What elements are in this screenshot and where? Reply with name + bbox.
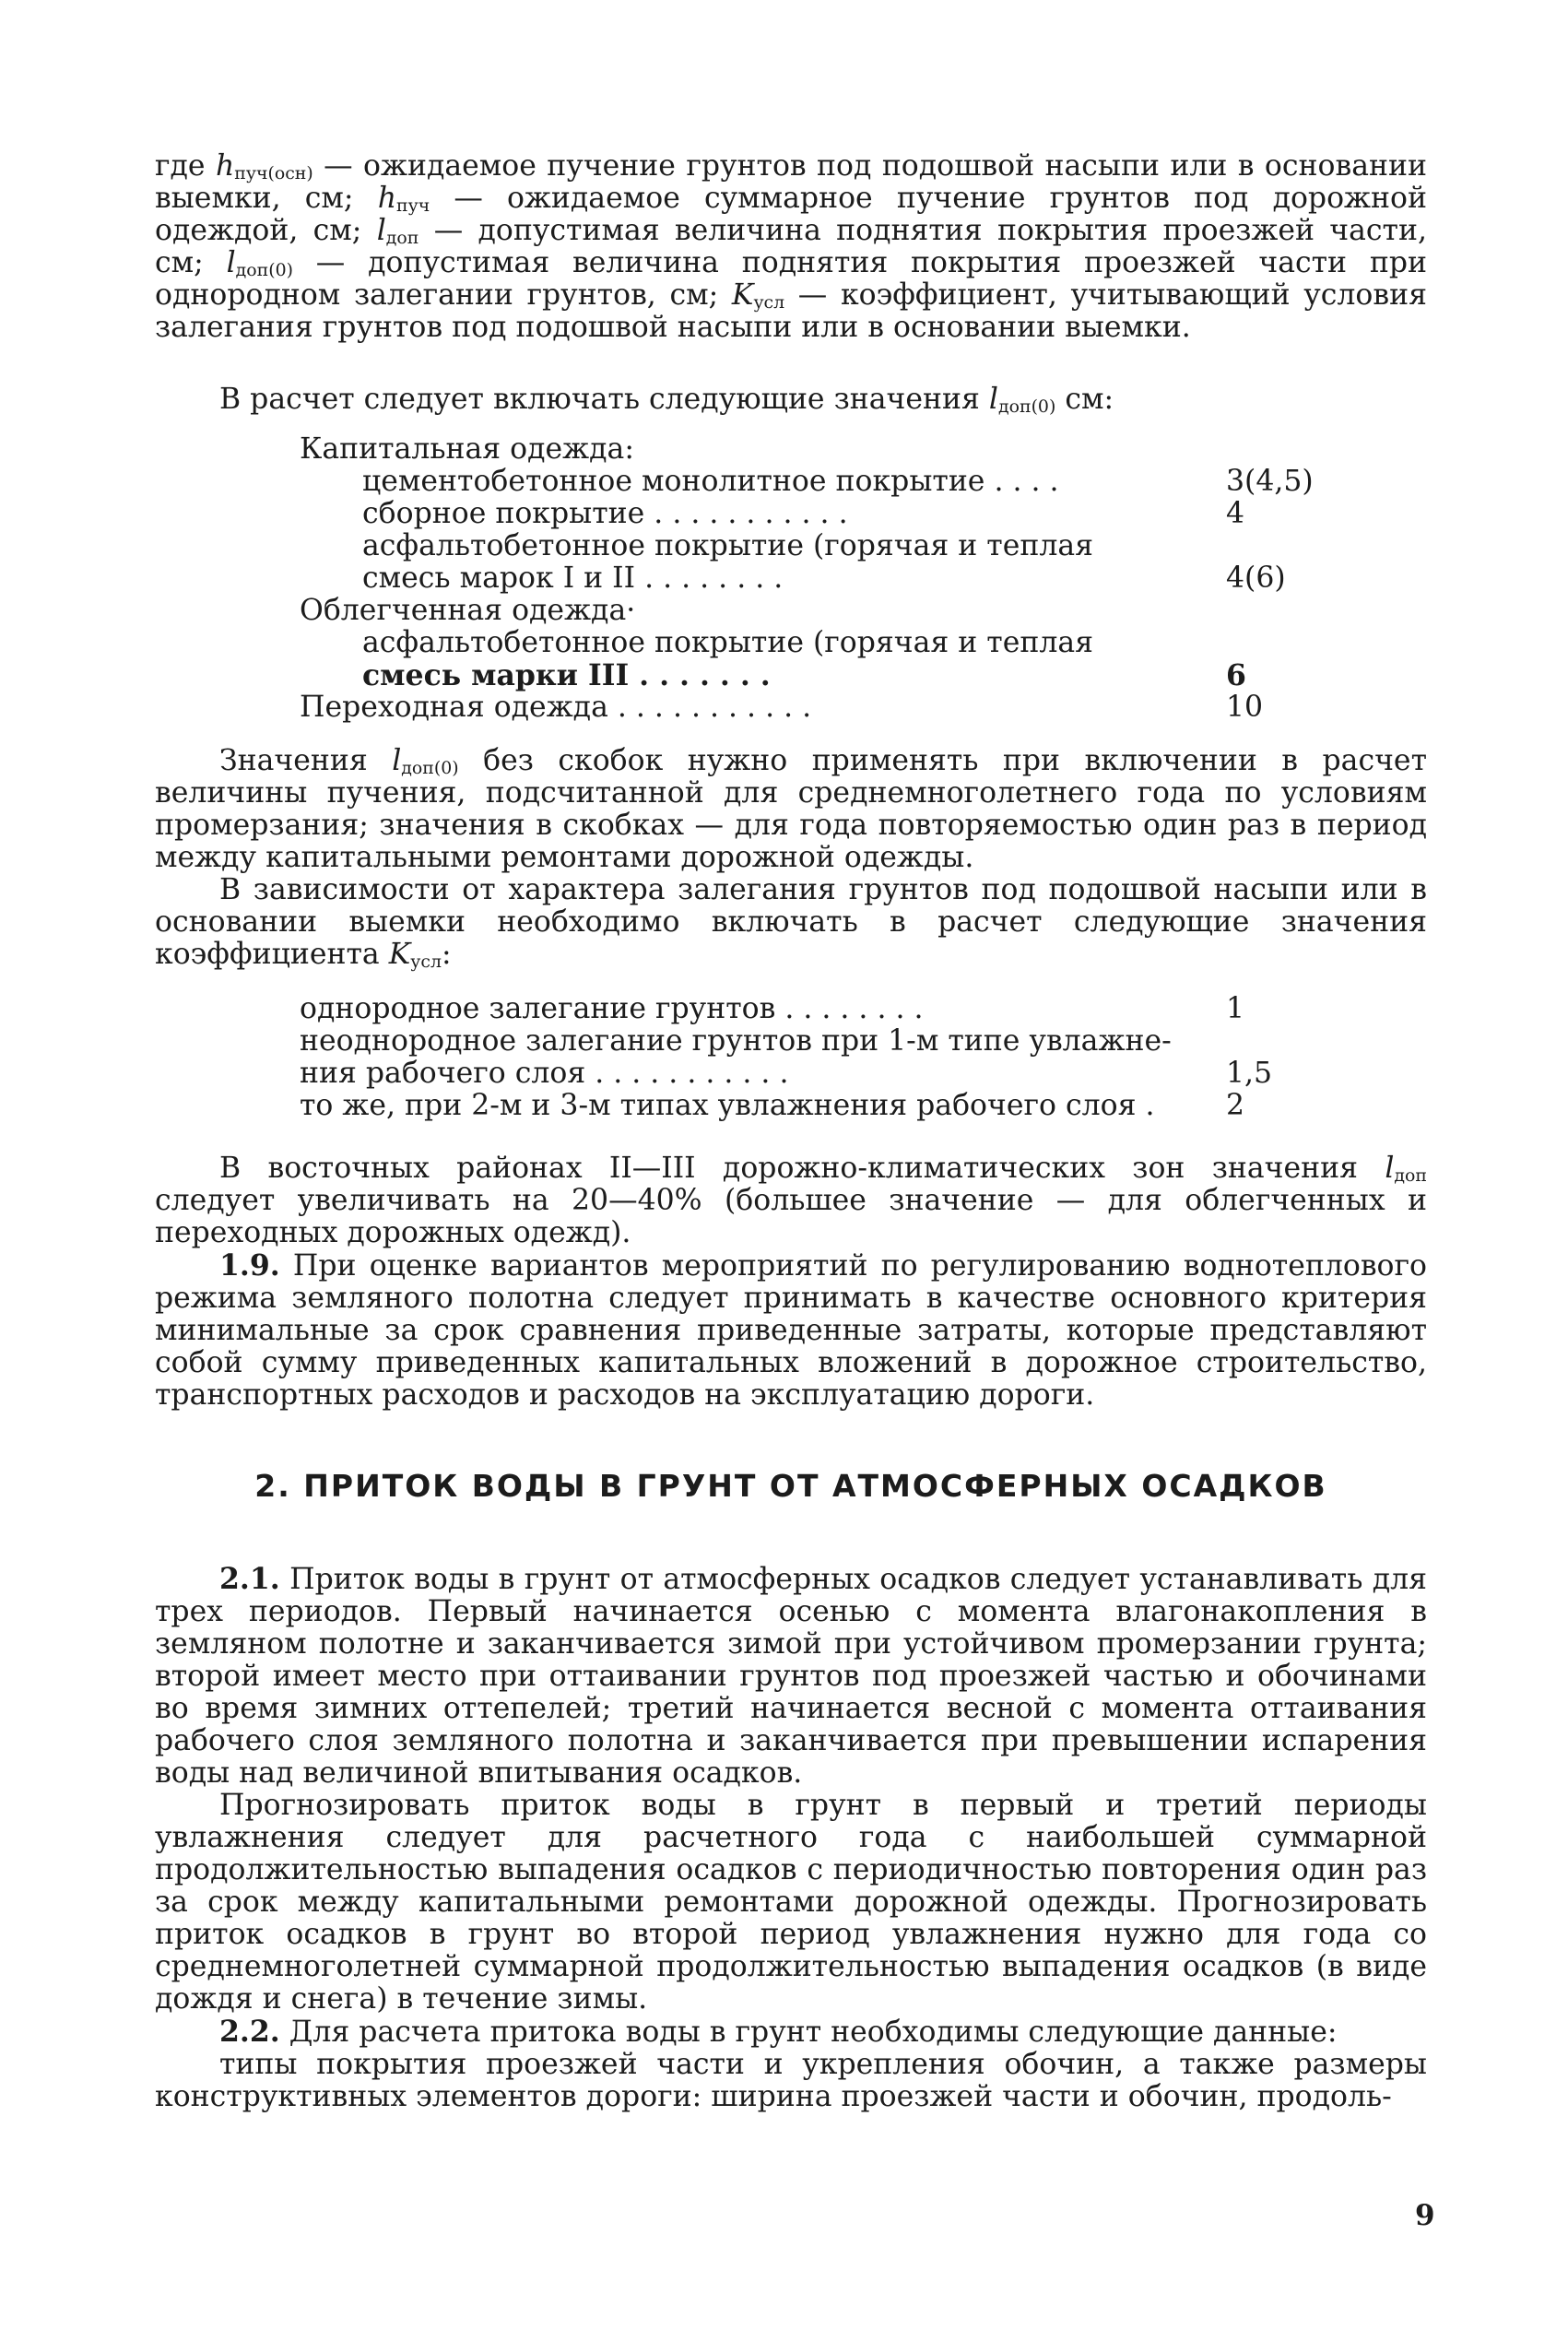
table-row-value: 1,5 xyxy=(1226,1057,1273,1090)
dependence-paragraph: В зависимости от характера залегания грунтов под подошвой насыпи или в основании выемки необходимо включать в расчет следующие значения коэффициента $K_{усл}$: xyxy=(155,873,1427,972)
page-number: 9 xyxy=(1415,2199,1435,2232)
table-row-label: асфальтобетонное покрытие (горячая и теплая xyxy=(362,529,1093,562)
table-row-label: сборное покрытие . . . . . . . . . . . xyxy=(362,497,848,530)
types-paragraph: типы покрытия проезжей части и укрепления обочин, а также размеры конструктивных элементов дороги: ширина проезжей части и обочин, продоль- xyxy=(155,2048,1427,2113)
intro-paragraph xyxy=(155,150,1427,344)
table-row-label: цементобетонное монолитное покрытие . . . . xyxy=(362,465,1059,498)
table-row-label: то же, при 2-м и 3-м типах увлажнения рабочего слоя . xyxy=(300,1089,1155,1122)
section-heading: 2. ПРИТОК ВОДЫ В ГРУНТ ОТ АТМОСФЕРНЫХ ОСАДКОВ xyxy=(254,1468,1327,1504)
table-row-label: смесь марок I и II . . . . . . . . xyxy=(362,562,784,595)
table-row-label: ния рабочего слоя . . . . . . . . . . . xyxy=(300,1057,789,1090)
values-paragraph: Значения $l_{доп(0)}$ без скобок нужно применять при включении в расчет величины пучения, подсчитанной для среднемноголетнего года по условиям промерзания; значения в скобках — для года повторяемостью один раз в период между капитальными ремонтами дорожной одежды. В зависимости от характера залегания грунтов под подошвой насыпи или в основании выемки необходимо включать в расчет следующие значения коэффициента $K_{усл}$: xyxy=(155,744,1427,972)
section-2-body xyxy=(155,1563,1427,2113)
table-row-value: 1 xyxy=(1226,992,1245,1025)
table-row-label: неоднородное залегание грунтов при 1-м типе увлажне- xyxy=(300,1024,1172,1058)
table-row-label: однородное залегание грунтов . . . . . . . . xyxy=(300,992,924,1025)
table-row-header: Капитальная одежда: xyxy=(300,432,634,466)
table-row-value: 3(4,5) xyxy=(1226,465,1314,498)
table-row-label: смесь марки III . . . . . . . xyxy=(362,658,771,692)
table-row-label: асфальтобетонное покрытие (горячая и теплая xyxy=(362,626,1093,659)
forecast-paragraph: Прогнозировать приток воды в грунт в первый и третий периоды увлажнения следует для расчетного года с наибольшей суммарной продолжительностью выпадения осадков с периодичностью повторения один раз за срок между капитальными ремонтами дорожной одежды. Прогнозировать приток осадков в грунт во второй период увлажнения нужно для года со среднемноголетней суммарной продолжительностью выпадения осадков (в виде дождя и снега) в течение зимы. xyxy=(155,1789,1427,2016)
table-row-value: 4(6) xyxy=(1226,562,1286,595)
ldop-table xyxy=(300,433,1341,724)
table-row-header: Облегченная одежда· xyxy=(300,594,636,627)
ldop-intro: В расчет следует включать следующие значения $l_{доп(0)}$ см: xyxy=(219,383,1114,417)
table-row-label: Переходная одежда . . . . . . . . . . . xyxy=(300,691,812,724)
table-row-value: 10 xyxy=(1226,691,1264,724)
paragraph-2-2: 2.2. Для расчета притока воды в грунт необходимы следующие данные: xyxy=(219,2015,1338,2049)
symbol-definitions: где $h_{пуч(осн)}$ — ожидаемое пучение грунтов под подошвой насыпи или в основании выемки, см; $h_{пуч}$ — ожидаемое суммарное пучение грунтов под дорожной одеждой, см; $l_{доп}$ — допустимая величина поднятия покрытия проезжей части, см; $l_{доп(0)}$ — допустимая величина поднятия покрытия проезжей части при однородном залегании грунтов, см; $K_{усл}$ — коэффициент, учитывающий условия залегания грунтов под подошвой насыпи или в основании выемки. xyxy=(155,149,1427,344)
table-row-value: 6 xyxy=(1226,658,1246,692)
table-row-value: 4 xyxy=(1226,497,1245,530)
paragraph-2-1: 2.1. Приток воды в грунт от атмосферных осадков следует устанавливать для трех периодов. Первый начинается осенью с момента влагонакопления в земляном полотне и заканчивается зимой при устойчивом промерзании грунта; второй имеет место при оттаивании грунтов под проезжей частью и обочинами во время зимних оттепелей; третий начинается весной с момента оттаивания рабочего слоя земляного полотна и заканчивается при превышении испарения воды над величиной впитывания осадков. xyxy=(155,1562,1427,1790)
kusl-table xyxy=(300,993,1341,1122)
table-row-value: 2 xyxy=(1226,1089,1245,1122)
east-paragraph: В восточных районах II—III дорожно-климатических зон значения $l_{доп}$ следует увеличивать на 20—40% (большее значение — для облегченных и переходных дорожных одежд). 1.9. При оценке вариантов мероприятий по регулированию воднотеплового режима земляного полотна следует принимать в качестве основного критерия минимальные за срок сравнения приведенные затраты, которые представляют собой сумму приведенных капитальных вложений в дорожное строительство, транспортных расходов и расходов на эксплуатацию дороги. xyxy=(155,1152,1427,1412)
paragraph-1-9: 1.9. При оценке вариантов мероприятий по регулированию воднотеплового режима земляного полотна следует принимать в качестве основного критерия минимальные за срок сравнения приведенные затраты, которые представляют собой сумму приведенных капитальных вложений в дорожное строительство, транспортных расходов и расходов на эксплуатацию дороги. xyxy=(155,1248,1427,1412)
